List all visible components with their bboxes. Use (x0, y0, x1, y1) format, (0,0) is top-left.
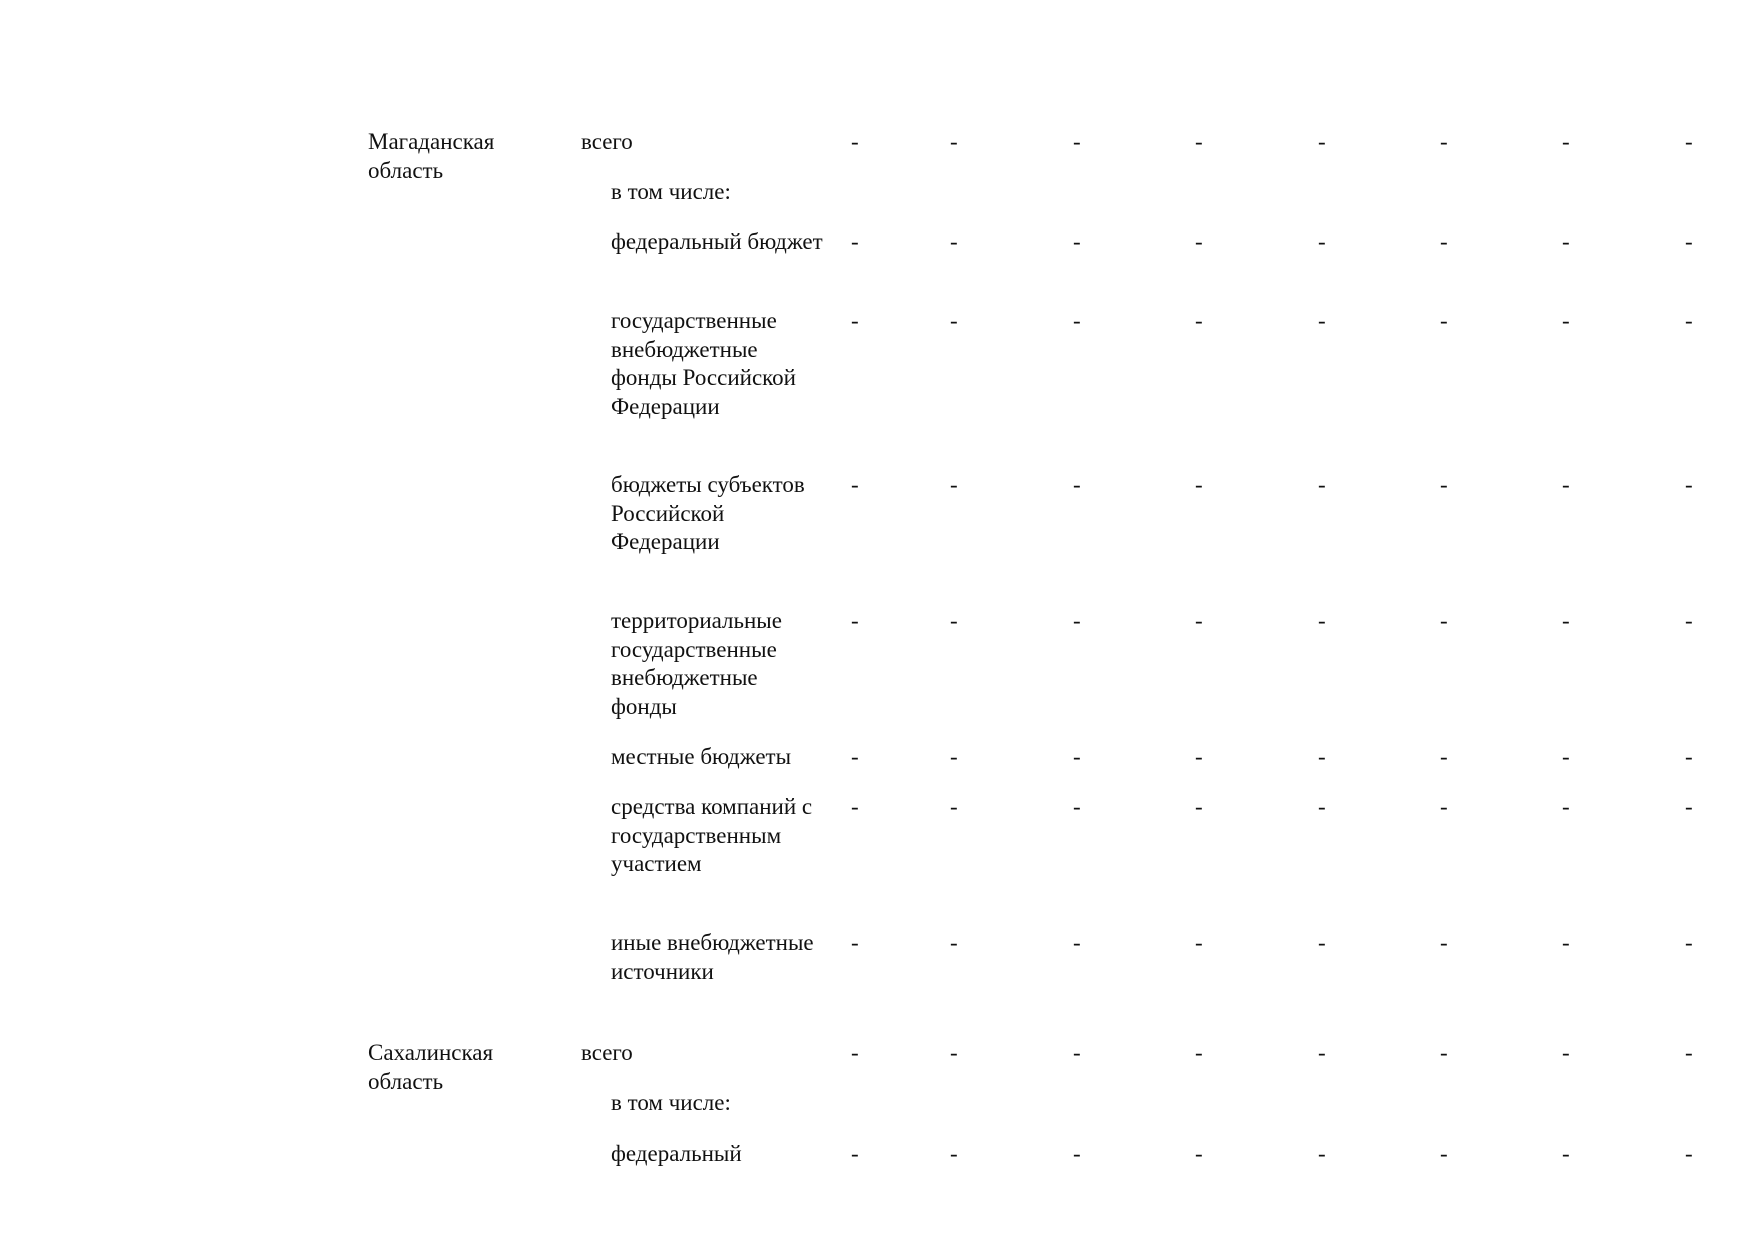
value-cell: - (1440, 744, 1448, 769)
value-cell: - (1073, 308, 1081, 333)
value-cell: - (1318, 744, 1326, 769)
value-cell: - (851, 930, 859, 955)
value-cells (0, 178, 1754, 207)
value-cell: - (1685, 608, 1693, 633)
value-cells (0, 929, 1754, 958)
value-cell: - (950, 1141, 958, 1166)
value-cell: - (950, 608, 958, 633)
value-cell: - (851, 1141, 859, 1166)
funding-source-label: территориальные государственные внебюджетные фонды (611, 608, 782, 719)
value-cell: - (1195, 1141, 1203, 1166)
value-cell: - (1685, 129, 1693, 154)
value-cell: - (1685, 794, 1693, 819)
value-cell: - (950, 744, 958, 769)
value-cell: - (950, 794, 958, 819)
funding-source-label: в том числе: (611, 1090, 731, 1115)
value-cell: - (1562, 472, 1570, 497)
value-cell: - (1562, 794, 1570, 819)
value-cells (0, 228, 1754, 257)
value-cell: - (1195, 1040, 1203, 1065)
total-label: всего (581, 1040, 633, 1065)
value-cell: - (950, 930, 958, 955)
value-cells (0, 128, 1754, 157)
value-cell: - (1318, 1141, 1326, 1166)
value-cell: - (851, 472, 859, 497)
value-cell: - (950, 472, 958, 497)
total-label: всего (581, 129, 633, 154)
value-cell: - (851, 794, 859, 819)
value-cell: - (1440, 308, 1448, 333)
region-name: Магаданская область (368, 129, 495, 183)
funding-source-label: федеральный (611, 1141, 742, 1166)
value-cell: - (1195, 229, 1203, 254)
funding-source-label: в том числе: (611, 179, 731, 204)
value-cell: - (851, 608, 859, 633)
funding-source-label: местные бюджеты (611, 744, 792, 769)
value-cell: - (1318, 1040, 1326, 1065)
value-cell: - (1318, 129, 1326, 154)
value-cell: - (1440, 794, 1448, 819)
value-cell: - (1073, 1141, 1081, 1166)
value-cell: - (1318, 930, 1326, 955)
value-cell: - (1685, 472, 1693, 497)
value-cell: - (1440, 1040, 1448, 1065)
value-cell: - (1073, 794, 1081, 819)
value-cells (0, 471, 1754, 500)
value-cells (0, 307, 1754, 336)
value-cell: - (1562, 1141, 1570, 1166)
funding-source-label: иные внебюджетные источники (611, 930, 814, 984)
value-cell: - (1318, 794, 1326, 819)
funding-source-label: государственные внебюджетные фонды Российской Федерации (611, 308, 796, 419)
value-cell: - (950, 1040, 958, 1065)
value-cells (0, 793, 1754, 822)
value-cell: - (1562, 129, 1570, 154)
value-cell: - (1685, 744, 1693, 769)
value-cell: - (1440, 472, 1448, 497)
value-cell: - (1685, 229, 1693, 254)
value-cell: - (1562, 744, 1570, 769)
value-cell: - (1440, 930, 1448, 955)
funding-source-label: федеральный бюджет (611, 229, 823, 254)
value-cell: - (1073, 129, 1081, 154)
value-cells (0, 1089, 1754, 1118)
funding-source-label: средства компаний с государственным участием (611, 794, 813, 877)
value-cells (0, 1140, 1754, 1169)
value-cell: - (1073, 229, 1081, 254)
value-cell: - (1440, 1141, 1448, 1166)
value-cell: - (851, 308, 859, 333)
value-cell: - (1685, 1141, 1693, 1166)
value-cell: - (1073, 744, 1081, 769)
value-cell: - (1195, 608, 1203, 633)
value-cell: - (1195, 794, 1203, 819)
value-cells (0, 1039, 1754, 1068)
value-cell: - (1073, 930, 1081, 955)
value-cell: - (1440, 229, 1448, 254)
value-cell: - (1562, 608, 1570, 633)
funding-source-label: бюджеты субъектов Российской Федерации (611, 472, 805, 555)
value-cell: - (1562, 229, 1570, 254)
value-cell: - (1318, 608, 1326, 633)
value-cell: - (1440, 129, 1448, 154)
value-cell: - (1073, 472, 1081, 497)
value-cell: - (1318, 229, 1326, 254)
value-cell: - (1195, 930, 1203, 955)
value-cell: - (1562, 308, 1570, 333)
value-cell: - (1685, 930, 1693, 955)
value-cell: - (1562, 930, 1570, 955)
value-cell: - (1195, 129, 1203, 154)
value-cell: - (851, 744, 859, 769)
value-cell: - (851, 229, 859, 254)
value-cell: - (950, 229, 958, 254)
value-cell: - (851, 1040, 859, 1065)
value-cells (0, 607, 1754, 636)
value-cell: - (1318, 308, 1326, 333)
value-cell: - (851, 129, 859, 154)
value-cell: - (1195, 744, 1203, 769)
value-cell: - (1562, 1040, 1570, 1065)
value-cell: - (1318, 472, 1326, 497)
value-cell: - (1440, 608, 1448, 633)
value-cell: - (950, 308, 958, 333)
value-cell: - (1073, 608, 1081, 633)
value-cells (0, 743, 1754, 772)
value-cell: - (1685, 308, 1693, 333)
value-cell: - (950, 129, 958, 154)
value-cell: - (1195, 308, 1203, 333)
value-cell: - (1685, 1040, 1693, 1065)
region-name: Сахалинская область (368, 1040, 494, 1094)
value-cell: - (1195, 472, 1203, 497)
value-cell: - (1073, 1040, 1081, 1065)
